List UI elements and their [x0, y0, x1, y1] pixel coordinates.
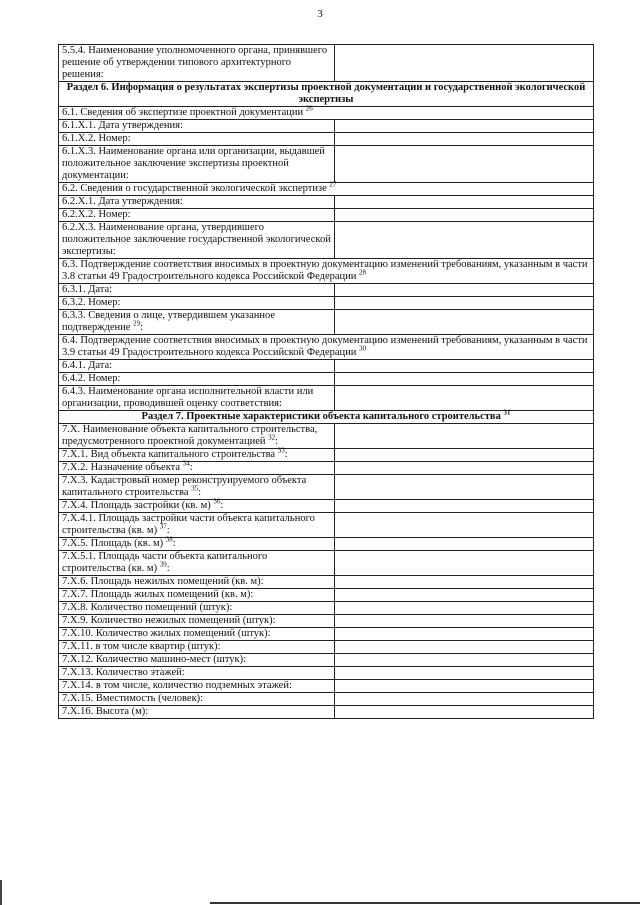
- table-row: [59, 183, 594, 196]
- label-text: 6.4.1. Дата:: [62, 360, 113, 371]
- footnote-ref: 38: [165, 535, 173, 544]
- label-text: 7.Х.3. Кадастровый номер реконструируемого объекта капитального строительства: [62, 475, 307, 498]
- form-body: [59, 45, 594, 719]
- table-row: [59, 45, 594, 82]
- label-text: 6.4.3. Наименование органа исполнительной власти или организации, проводившей оценку соответствия:: [62, 386, 314, 409]
- label-suffix: :: [189, 462, 193, 473]
- scan-edge-left: [0, 880, 2, 905]
- footnote-ref: 35: [191, 484, 199, 493]
- field-label: [59, 602, 335, 615]
- label-suffix: :: [275, 436, 279, 447]
- label-text: 6.1. Сведения об экспертизе проектной документации: [62, 107, 304, 118]
- footnote-ref: 27: [329, 180, 337, 189]
- field-label: [59, 615, 335, 628]
- table-row: [59, 297, 594, 310]
- label-text: 6.4.2. Номер:: [62, 373, 121, 384]
- field-value: [335, 310, 594, 335]
- field-value: [335, 615, 594, 628]
- field-value: [335, 538, 594, 551]
- label-text: 6.1.Х.1. Дата утверждения:: [62, 120, 183, 131]
- table-row: [59, 551, 594, 576]
- footnote-ref: 26: [305, 104, 313, 113]
- label-text: 7.Х.8. Количество помещений (штук):: [62, 602, 233, 613]
- field-label: [59, 133, 335, 146]
- field-value: [335, 297, 594, 310]
- field-label: [59, 373, 335, 386]
- field-value: [335, 475, 594, 500]
- label-text: 7.Х.1. Вид объекта капитального строительства: [62, 449, 276, 460]
- label-text: 7.Х.10. Количество жилых помещений (штук):: [62, 628, 271, 639]
- table-row: [59, 284, 594, 297]
- table-row: [59, 310, 594, 335]
- field-label: [59, 297, 335, 310]
- field-value: [335, 641, 594, 654]
- table-row: [59, 196, 594, 209]
- field-value: [335, 373, 594, 386]
- field-value: [335, 222, 594, 259]
- footnote-ref: 33: [277, 446, 285, 455]
- label-text: 7.Х.2. Назначение объекта: [62, 462, 181, 473]
- field-label: [59, 641, 335, 654]
- footnote-ref: 32: [268, 433, 276, 442]
- table-row: [59, 259, 594, 284]
- field-label: [59, 104, 594, 120]
- table-row: [59, 335, 594, 360]
- field-value: [335, 120, 594, 133]
- table-row: [59, 680, 594, 693]
- label-text: Раздел 6. Информация о результатах экспертизы проектной документации и государственной экологической экспертизы: [66, 82, 586, 105]
- table-row: [59, 462, 594, 475]
- footnote-ref: 29: [133, 319, 141, 328]
- label-text: 6.3.1. Дата:: [62, 284, 113, 295]
- field-value: [335, 284, 594, 297]
- page-number: 3: [317, 8, 323, 20]
- field-value: [335, 706, 594, 719]
- footnote-ref: 30: [359, 344, 367, 353]
- label-text: 6.2. Сведения о государственной экологической экспертизе: [62, 183, 327, 194]
- table-row: [59, 589, 594, 602]
- field-value: [335, 449, 594, 462]
- field-label: [59, 667, 335, 680]
- label-text: 7.Х. Наименование объекта капитального строительства, предусмотренного проектной документацией: [62, 424, 318, 447]
- field-label: [59, 446, 335, 462]
- table-row: [59, 133, 594, 146]
- table-row: [59, 107, 594, 120]
- label-text: 7.Х.5. Площадь (кв. м): [62, 538, 164, 549]
- field-value: [335, 462, 594, 475]
- field-label: [59, 475, 335, 500]
- field-value: [335, 589, 594, 602]
- footnote-ref: 31: [503, 408, 511, 417]
- section-header: [59, 408, 594, 424]
- footnote-ref: 37: [159, 522, 167, 531]
- field-value: [335, 500, 594, 513]
- field-value: [335, 360, 594, 373]
- field-label: [59, 459, 335, 475]
- label-text: 6.3.3. Сведения о лице, утвердившем указанное подтверждение: [62, 310, 276, 333]
- label-text: Раздел 7. Проектные характеристики объекта капитального строительства: [141, 411, 501, 422]
- label-text: 7.Х.4. Площадь застройки (кв. м): [62, 500, 211, 511]
- field-label: [59, 209, 335, 222]
- field-value: [335, 693, 594, 706]
- field-value: [335, 551, 594, 576]
- table-row: [59, 615, 594, 628]
- field-value: [335, 513, 594, 538]
- field-value: [335, 602, 594, 615]
- table-row: [59, 538, 594, 551]
- label-text: 7.Х.6. Площадь нежилых помещений (кв. м):: [62, 576, 264, 587]
- table-row: [59, 222, 594, 259]
- label-suffix: :: [198, 487, 202, 498]
- label-text: 6.2.Х.3. Наименование органа, утвердившего положительное заключение государственной экологической экспертизы:: [62, 222, 331, 257]
- field-label: [59, 120, 335, 133]
- table-row: [59, 500, 594, 513]
- field-value: [335, 45, 594, 82]
- field-label: [59, 424, 335, 449]
- scan-edge-bottom: [210, 902, 640, 904]
- field-label: [59, 386, 335, 411]
- field-value: [335, 133, 594, 146]
- label-text: 7.Х.13. Количество этажей:: [62, 667, 185, 678]
- field-value: [335, 628, 594, 641]
- label-suffix: :: [166, 525, 170, 536]
- field-label: [59, 222, 335, 259]
- label-suffix: :: [166, 563, 170, 574]
- label-text: 6.2.Х.2. Номер:: [62, 209, 131, 220]
- table-row: [59, 449, 594, 462]
- field-value: [335, 667, 594, 680]
- field-value: [335, 424, 594, 449]
- field-label: [59, 576, 335, 589]
- table-row: [59, 654, 594, 667]
- label-text: 7.Х.5.1. Площадь части объекта капитального строительства (кв. м): [62, 551, 268, 574]
- field-label: [59, 497, 335, 513]
- table-row: [59, 602, 594, 615]
- label-text: 7.Х.4.1. Площадь застройки части объекта капитального строительства (кв. м): [62, 513, 315, 536]
- field-label: [59, 680, 335, 693]
- table-row: [59, 693, 594, 706]
- field-label: [59, 535, 335, 551]
- field-label: [59, 180, 594, 196]
- label-text: 6.1.Х.3. Наименование органа или организации, выдавшей положительное заключение экспертизы проектной документации:: [62, 146, 325, 181]
- table-row: [59, 424, 594, 449]
- table-row: [59, 360, 594, 373]
- field-label: [59, 551, 335, 576]
- field-label: [59, 310, 335, 335]
- table-row: [59, 386, 594, 411]
- field-label: [59, 284, 335, 297]
- label-text: 6.2.Х.1. Дата утверждения:: [62, 196, 183, 207]
- footnote-ref: 28: [359, 268, 367, 277]
- label-suffix: :: [140, 322, 144, 333]
- field-label: [59, 589, 335, 602]
- section-header-row: [59, 82, 594, 107]
- label-text: 7.Х.9. Количество нежилых помещений (штук):: [62, 615, 276, 626]
- field-label: [59, 259, 594, 284]
- label-suffix: :: [220, 500, 224, 511]
- label-suffix: :: [284, 449, 288, 460]
- field-value: [335, 576, 594, 589]
- field-value: [335, 209, 594, 222]
- field-label: [59, 654, 335, 667]
- section-header: [59, 82, 594, 107]
- form-table: [58, 44, 594, 719]
- table-row: [59, 667, 594, 680]
- label-text: 6.3. Подтверждение соответствия вносимых в проектную документацию изменений требованиям, указанным в части 3.8 статьи 49 Градостроительного кодекса Российской Федерации: [62, 259, 588, 282]
- field-label: [59, 513, 335, 538]
- label-text: 5.5.4. Наименование уполномоченного органа, принявшего решение об утверждении типового архитектурного решения:: [62, 45, 328, 80]
- field-label: [59, 196, 335, 209]
- table-row: [59, 209, 594, 222]
- section-header-row: [59, 411, 594, 424]
- field-value: [335, 196, 594, 209]
- table-row: [59, 120, 594, 133]
- field-label: [59, 335, 594, 360]
- label-text: 7.Х.14. в том числе, количество подземных этажей:: [62, 680, 292, 691]
- label-text: 6.3.2. Номер:: [62, 297, 121, 308]
- label-text: 6.4. Подтверждение соответствия вносимых в проектную документацию изменений требованиям, указанным в части 3.9 статьи 49 Градостроительного кодекса Российской Федерации: [62, 335, 588, 358]
- field-value: [335, 386, 594, 411]
- field-label: [59, 628, 335, 641]
- label-text: 7.Х.12. Количество машино-мест (штук):: [62, 654, 247, 665]
- table-row: [59, 706, 594, 719]
- label-text: 6.1.Х.2. Номер:: [62, 133, 131, 144]
- table-row: [59, 576, 594, 589]
- table-row: [59, 475, 594, 500]
- label-text: 7.Х.7. Площадь жилых помещений (кв. м):: [62, 589, 254, 600]
- field-label: [59, 45, 335, 82]
- field-label: [59, 146, 335, 183]
- footnote-ref: 36: [213, 497, 221, 506]
- table-row: [59, 146, 594, 183]
- footnote-ref: 39: [159, 560, 167, 569]
- table-row: [59, 641, 594, 654]
- label-text: 7.Х.15. Вместимость (человек):: [62, 693, 204, 704]
- field-value: [335, 680, 594, 693]
- table-row: [59, 373, 594, 386]
- table-row: [59, 513, 594, 538]
- field-value: [335, 146, 594, 183]
- table-row: [59, 628, 594, 641]
- field-value: [335, 654, 594, 667]
- label-suffix: :: [172, 538, 176, 549]
- footnote-ref: 34: [182, 459, 190, 468]
- field-label: [59, 360, 335, 373]
- label-text: 7.Х.11. в том числе квартир (штук):: [62, 641, 221, 652]
- field-label: [59, 693, 335, 706]
- field-label: [59, 706, 335, 719]
- label-text: 7.Х.16. Высота (м):: [62, 706, 149, 717]
